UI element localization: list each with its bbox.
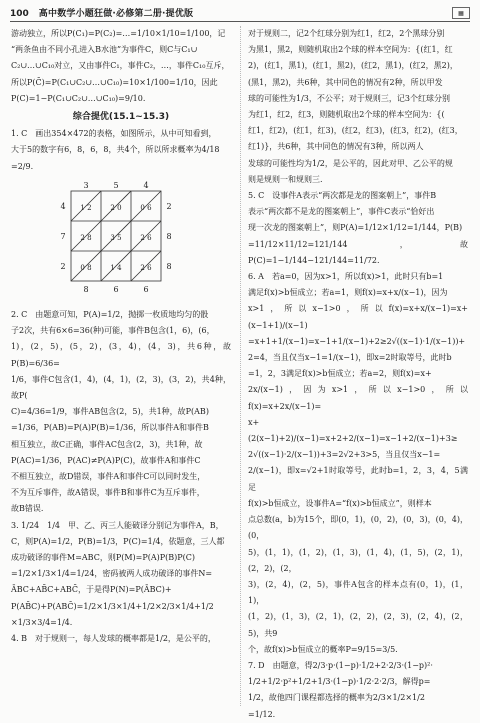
grid-top-label: 4 <box>143 180 149 190</box>
text-line: 4. B 对于规则一，每人发球的概率都是1/2，是公平的， <box>11 634 216 644</box>
text-line: =1/36，P(AB)=P(A)P(B)=1/36，所以事件A和事件B <box>11 423 209 433</box>
text-line: ĀBC+AB̄C+ABC̄，于是得P(N)=P(ĀBC)+ <box>11 585 172 595</box>
grid-top-label: 5 <box>113 180 119 190</box>
grid-cell: 1 2 <box>80 203 92 212</box>
text-line: C，则P(A)=1/2，P(B)=1/3，P(C)=1/4，依题意，三人都 <box>11 536 225 546</box>
text-line: 对于规则二，记2个红球分别为红1，红2，2个黑球分别 <box>248 29 445 38</box>
text-line: 成功破译的事件M=ABC，则P(M)=P(A)P(B)P(C) <box>11 553 195 563</box>
text-line: f(x)>b恒成立，设事件A=“f(x)>b恒成立”，则样本 <box>248 498 432 508</box>
grid-cell: 2 6 <box>140 263 152 272</box>
text-line: 1. C 画出354×472的表格，如图所示，从中可知看到， <box>11 129 217 139</box>
text-line: =11/12×11/12=121/144，故P(C)=1−1/144−121/144=11/72. <box>248 239 468 265</box>
text-line: 为红1，红2，红3，则随机取出2个球的样本空间为：{( <box>248 110 445 120</box>
text-line: (1，2)，(1，3)，(2，1)，(2，2)，(2，3)，(2，4)，(2，5)，共9 <box>248 612 468 638</box>
text-line: 球的可能性为1/3，不公平；对于规则三，记3个红球分别 <box>248 93 450 103</box>
text-line: 2x/(x−1)，因为x>1，所以x−1>0，所以f(x)=x+2x/(x−1)= <box>248 385 468 411</box>
text-line: 子2次，共有6×6=36(种)可能，事件B包含(1，6)，(6， <box>11 326 215 336</box>
text-line: C)=4/36=1/9，事件AB包含(2，5)，共1种，故P(AB) <box>11 407 209 417</box>
logo-icon: ▦ <box>452 7 470 19</box>
text-line: 发球的可能性均为1/2，是公平的，因此对甲、乙公平的规 <box>248 158 453 168</box>
right-column <box>248 26 468 723</box>
text-line: 1/2+1/2·p²+1/2+1/3·(1−p)·1/2·2·2/3，解得p= <box>248 677 431 687</box>
text-line: =2/9. <box>11 161 34 171</box>
text-line: 1/2，故他四门课程都选择的概率为2/3×1/2×1/2 <box>248 693 425 703</box>
grid-bottom-label: 6 <box>143 284 149 294</box>
text-line: =1/12. <box>248 709 276 719</box>
text-line: 现一次龙的图案朝上”，则P(A)=1/12×1/12=1/144，P(B) <box>248 223 463 233</box>
text-line: 则是规则一和规则三. <box>248 174 323 184</box>
grid-cell: 0 8 <box>80 263 92 272</box>
column-divider <box>240 26 241 706</box>
text-line: 不相互独立，故D错误，事件A和事件C可以同时发生， <box>11 472 206 482</box>
text-line: 红1，红2)，(红1，红3)，(红2，红3)，(红3，红2)，(红3， <box>248 126 463 136</box>
grid-cell: 2 0 <box>110 203 122 212</box>
page-number: 100 <box>10 9 29 19</box>
grid-bottom-label: 8 <box>83 284 89 294</box>
grid-left-label: 4 <box>60 201 66 211</box>
grid-left-label: 7 <box>60 231 66 241</box>
grid-cell: 0 6 <box>140 203 152 212</box>
text-line: 游动独立，所以P(C₁)=P(C₂)=…=1/10×1/10=1/100，记 <box>11 29 226 38</box>
text-line: P(AB̄C)+P(ABC̄)=1/2×1/3×1/4+1/2×2/3×1/4+1/2 <box>11 601 214 611</box>
text-line: =x+1+1/(x−1)=x−1+1/(x−1)+2≥2√((x−1)·1/(x−1))+ <box>248 336 466 346</box>
text-line: 不为互斥事件，故A错误，事件B和事件C为互斥事件， <box>11 488 205 498</box>
text-line: =1/2×1/3×1/4=1/24，密码被两人成功破译的事件N= <box>11 569 213 579</box>
text-line: P(C)=1−P(C₁∪C₂∪…∪C₁₀)=9/10. <box>11 93 146 103</box>
text-line: 大于5的数字有6，8，6，8，共4个，所以所求概率为4/18 <box>11 145 220 155</box>
left-column <box>11 26 231 647</box>
text-line: 红1)}，共6种，其中同色的情况有3种，所以两人 <box>248 142 424 152</box>
text-line: 2. C 由题意可知，P(A)=1/2，抛掷一枚质地均匀的骰 <box>11 310 209 320</box>
text-line: 故B错误. <box>11 504 44 514</box>
text-line: P(AC)=1/36，P(AC)≠P(A)P(C)，故事件A和事件C <box>11 455 201 465</box>
text-line: 相互独立，故C正确，事件AC包含(2，3)，共1种，故 <box>11 439 203 449</box>
text-line: 2/(x−1)，即x=√2+1时取等号，此时b=1，2，3，4，5满足 <box>248 466 468 492</box>
text-line: 点总数(a，b)为15个，即(0，1)，(0，2)，(0，3)，(0，4)，(0， <box>248 515 468 541</box>
page-header <box>10 4 470 22</box>
grid-right-label: 2 <box>166 201 172 211</box>
text-line: 为黑1，黑2，则随机取出2个球的样本空间为：{(红1，红 <box>248 45 453 55</box>
grid-right-label: 8 <box>166 261 172 271</box>
text-line: x>1，所以x−1>0，所以f(x)=x+x/(x−1)=x+(x−1+1)/(x−1) <box>248 304 468 330</box>
text-line: 2=4，当且仅当x−1=1/(x−1)，即x=2时取等号，此时b <box>248 353 452 363</box>
text-line: 个，故f(x)>b恒成立的概率P=9/15=3/5. <box>248 644 398 654</box>
grid-top-label: 3 <box>83 180 89 190</box>
text-line: 2√((x−1)·2/(x−1))+3=2√2+3>5，当且仅当x−1= <box>248 450 441 460</box>
text-line: =1，2，3满足f(x)>b恒成立；若a=2，则f(x)=x+ <box>248 369 432 379</box>
text-line: 2)，(红1，黑1)，(红1，黑2)，(红2，黑1)，(红2，黑2)， <box>248 61 458 71</box>
multiplication-grid-figure <box>51 179 181 297</box>
grid-cell: 3 5 <box>110 233 122 242</box>
text-line: “两条鱼由不同小孔进入B水池”为事件C，则C与C₁∪ <box>11 45 198 55</box>
text-line: x+(2(x−1)+2)/(x−1)=x+2+2/(x−1)=x−1+2/(x−1)+3≥ <box>248 417 458 444</box>
grid-bottom-label: 6 <box>113 284 119 294</box>
book-title: 高中数学小题狂做·必修第二册·提优版 <box>38 9 194 19</box>
section-title: 综合提优(15.1~15.3) <box>72 112 170 123</box>
text-line: ×1/3×3/4=1/4. <box>11 617 73 627</box>
text-line: (黑1，黑2)，共6种，其中同色的情况有2种，所以甲发 <box>248 77 443 87</box>
grid-left-label: 2 <box>60 261 66 271</box>
text-line: 6. A 若a=0，因为x>1，所以f(x)>1，此时只有b=1 <box>248 272 444 282</box>
text-line: 3)，(2，4)，(2，5)，事件A包含的样本点有(0，1)，(1，1)， <box>248 579 468 606</box>
grid-cell: 2 8 <box>80 233 92 242</box>
text-line: 表示“两次都不是龙的图案朝上”，事件C表示“恰好出 <box>248 207 435 217</box>
grid-right-label: 8 <box>166 231 172 241</box>
grid-cell: 2 6 <box>140 233 152 242</box>
text-line: 所以P(C̄)=P(C₁∪C₂∪…∪C₁₀)=10×1/100=1/10，因此 <box>11 77 218 87</box>
text-line: 5. C 设事件A表示“两次都是龙的图案朝上”，事件B <box>248 191 437 201</box>
text-line: 1)，(2，5)，(5，2)，(3，4)，(4，3)，共6种，故P(B)=6/36= <box>11 342 231 368</box>
text-line: C₂∪…∪C₁₀对立，又由事件C₁，事件C₂，…，事件C₁₀互斥， <box>11 61 230 71</box>
text-line: 5)，(1，1)，(1，2)，(1，3)，(1，4)，(1，5)，(2，1)，(2，2)，(2， <box>248 547 468 573</box>
grid-cell: 1 4 <box>110 263 122 272</box>
text-line: 1/6，事件C包含(1，4)，(4，1)，(2，3)，(3，2)，共4种，故P( <box>11 374 231 401</box>
text-line: 3. 1/24 1/4 甲、乙、丙三人能破译分别记为事件A，B， <box>11 520 224 530</box>
text-line: 7. D 由题意，得2/3·p·(1−p)·1/2+2·2/3·(1−p)²· <box>248 660 433 670</box>
text-line: 满足f(x)>b恒成立；若a=1，则f(x)=x+x/(x−1)，因为 <box>248 288 448 298</box>
